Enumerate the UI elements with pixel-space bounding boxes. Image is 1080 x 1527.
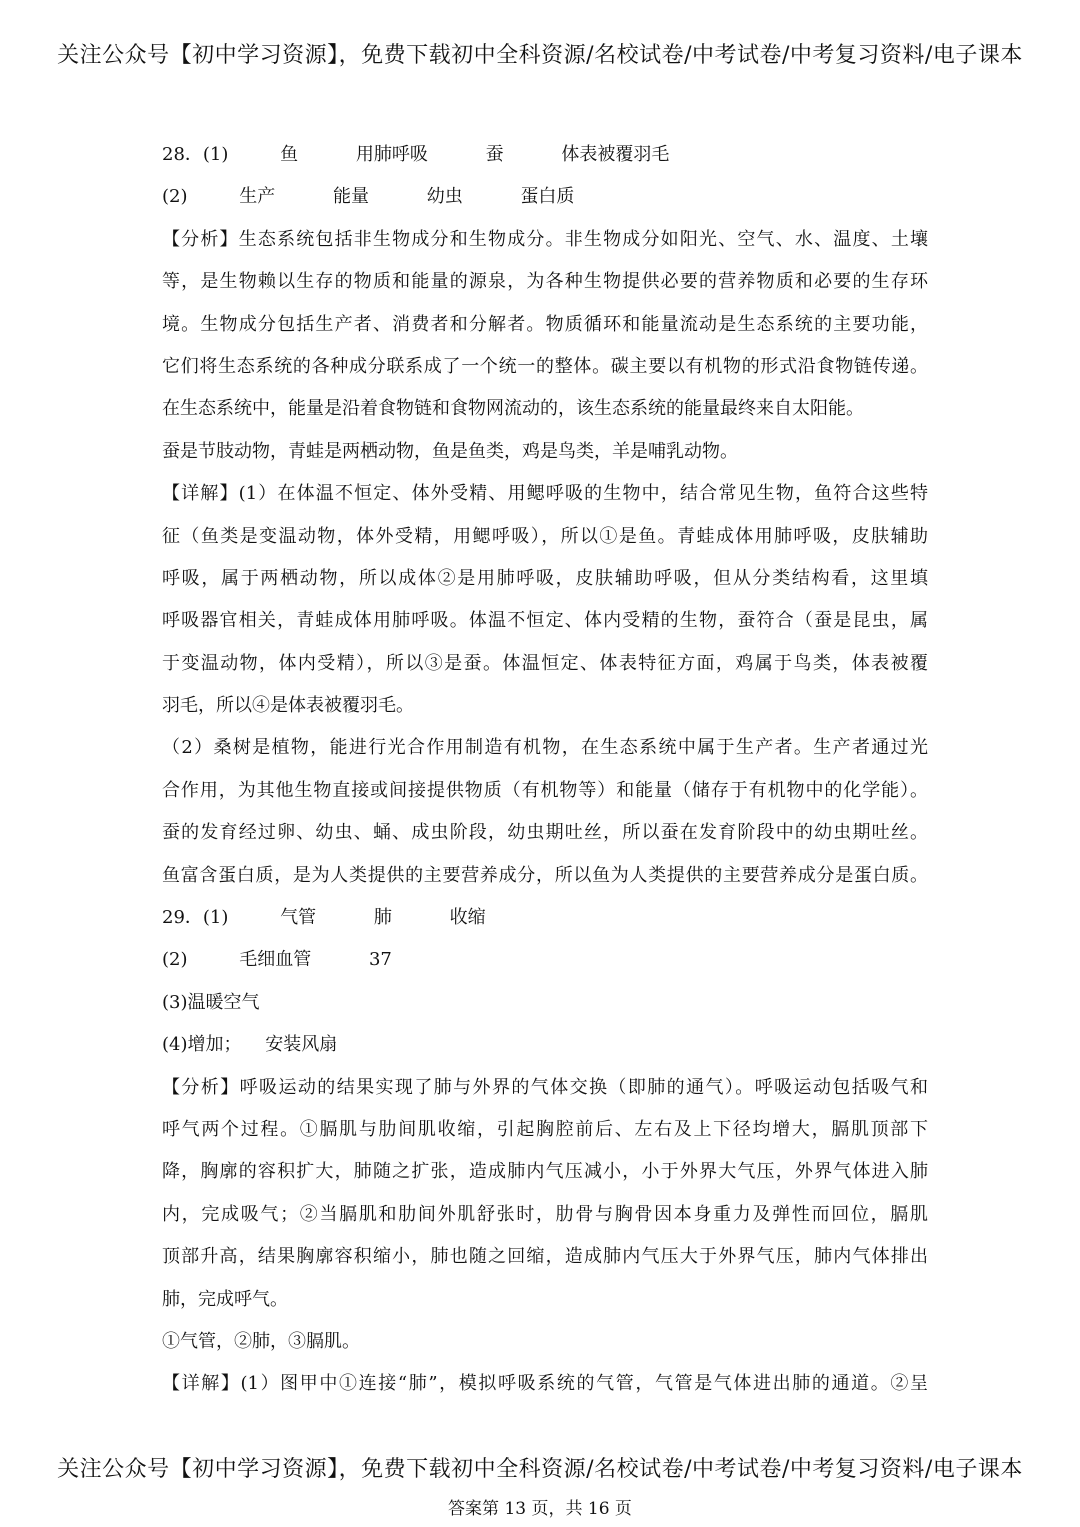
analysis-line: 【分析】呼吸运动的结果实现了肺与外界的气体交换（即肺的通气）。呼吸运动包括吸气和 xyxy=(162,1076,928,1098)
answer-blank: 毛细血管 xyxy=(239,949,312,971)
promo-banner-bottom: 关注公众号【初中学习资源】，免费下载初中全科资源/名校试卷/中考试卷/中考复习资料/电子课本 xyxy=(57,1457,1023,1482)
q29-part4 xyxy=(162,1024,928,1066)
question-number: 28．(1) xyxy=(162,144,229,165)
q29-part3: (3)温暖空气 xyxy=(162,991,260,1013)
answer-blank: 收缩 xyxy=(449,907,486,929)
analysis-line: ①气管，②肺，③膈肌。 xyxy=(162,1330,360,1352)
detail-line: 合作用，为其他生物直接或间接提供物质（有机物等）和能量（储存于有机物中的化学能）。 xyxy=(162,779,928,801)
analysis-line: 呼气两个过程。①膈肌与肋间肌收缩，引起胸腔前后、左右及上下径均增大，膈肌顶部下 xyxy=(162,1118,928,1140)
analysis-line: 【分析】生态系统包括非生物成分和生物成分。非生物成分如阳光、空气、水、温度、土壤 xyxy=(162,228,928,250)
q28-part2 xyxy=(162,176,928,218)
detail-line: 蚕的发育经过卵、幼虫、蛹、成虫阶段，幼虫期吐丝，所以蚕在发育阶段中的幼虫期吐丝。 xyxy=(162,822,928,844)
page-number: 答案第 13 页，共 16 页 xyxy=(448,1499,632,1519)
answer-blank: 幼虫 xyxy=(426,186,463,208)
answer-blank: 37 xyxy=(368,949,392,971)
answer-blank: 气管 xyxy=(280,907,317,929)
q29-part2 xyxy=(162,939,928,981)
question-number: 29．(1) xyxy=(162,907,229,929)
detail-line: 呼吸器官相关，青蛙成体用肺呼吸。体温不恒定、体内受精的生物，蚕符合（蚕是昆虫，属 xyxy=(162,610,928,632)
answer-blank: 蛋白质 xyxy=(520,186,575,208)
answer-blank: 鱼 xyxy=(280,144,299,165)
detail-line: 征（鱼类是变温动物，体外受精，用鳃呼吸），所以①是鱼。青蛙成体用肺呼吸，皮肤辅助 xyxy=(162,525,928,547)
answer-blank: 蚕 xyxy=(485,144,504,165)
analysis-line: 肺，完成呼气。 xyxy=(162,1288,288,1310)
answer-blank: 能量 xyxy=(332,186,369,208)
analysis-line: 它们将生态系统的各种成分联系成了一个统一的整体。碳主要以有机物的形式沿食物链传递。 xyxy=(162,355,928,377)
answer-blank: 肺 xyxy=(373,907,392,929)
detail-line: （2）桑树是植物，能进行光合作用制造有机物，在生态系统中属于生产者。生产者通过光 xyxy=(162,737,928,759)
detail-line: 【详解】(1）在体温不恒定、体外受精、用鳃呼吸的生物中，结合常见生物，鱼符合这些特 xyxy=(162,483,928,505)
answer-blank: 安装风扇 xyxy=(265,1034,338,1056)
question-number: (2) xyxy=(162,949,188,971)
analysis-line: 蚕是节肢动物，青蛙是两栖动物，鱼是鱼类，鸡是鸟类，羊是哺乳动物。 xyxy=(162,440,738,462)
answer-blank: 用肺呼吸 xyxy=(355,144,428,165)
analysis-line: 内，完成吸气；②当膈肌和肋间外肌舒张时，肋骨与胸骨因本身重力及弹性而回位，膈肌 xyxy=(162,1203,928,1225)
answer-blank: 体表被覆羽毛 xyxy=(561,144,670,165)
promo-banner-top: 关注公众号【初中学习资源】，免费下载初中全科资源/名校试卷/中考试卷/中考复习资料/电子课本 xyxy=(57,43,1023,68)
question-number: (2) xyxy=(162,186,188,208)
detail-line: 鱼富含蛋白质，是为人类提供的主要营养成分，所以鱼为人类提供的主要营养成分是蛋白质。 xyxy=(162,864,928,886)
answer-blank: 生产 xyxy=(239,186,276,208)
analysis-line: 境。生物成分包括生产者、消费者和分解者。物质循环和能量流动是生态系统的主要功能， xyxy=(162,313,928,335)
analysis-line: 在生态系统中，能量是沿着食物链和食物网流动的，该生态系统的能量最终来自太阳能。 xyxy=(162,398,864,420)
analysis-line: 降，胸廓的容积扩大，肺随之扩张，造成肺内气压减小，小于外界大气压，外界气体进入肺 xyxy=(162,1161,928,1183)
detail-line: 羽毛，所以④是体表被覆羽毛。 xyxy=(162,695,414,717)
analysis-line: 顶部升高，结果胸廓容积缩小，肺也随之回缩，造成肺内气压大于外界气压，肺内气体排出 xyxy=(162,1246,928,1268)
q29-part1 xyxy=(162,897,928,939)
analysis-line: 等，是生物赖以生存的物质和能量的源泉，为各种生物提供必要的营养物质和必要的生存环 xyxy=(162,271,928,293)
answer-content xyxy=(162,134,928,1406)
detail-line: 【详解】(1）图甲中①连接“肺”，模拟呼吸系统的气管，气管是气体进出肺的通道。②呈 xyxy=(162,1373,928,1395)
question-number: (4)增加； xyxy=(162,1034,242,1056)
detail-line: 于变温动物，体内受精），所以③是蚕。体温恒定、体表特征方面，鸡属于鸟类，体表被覆 xyxy=(162,652,928,674)
q28-part1 xyxy=(162,134,928,176)
detail-line: 呼吸，属于两栖动物，所以成体②是用肺呼吸，皮肤辅助呼吸，但从分类结构看，这里填 xyxy=(162,567,928,589)
